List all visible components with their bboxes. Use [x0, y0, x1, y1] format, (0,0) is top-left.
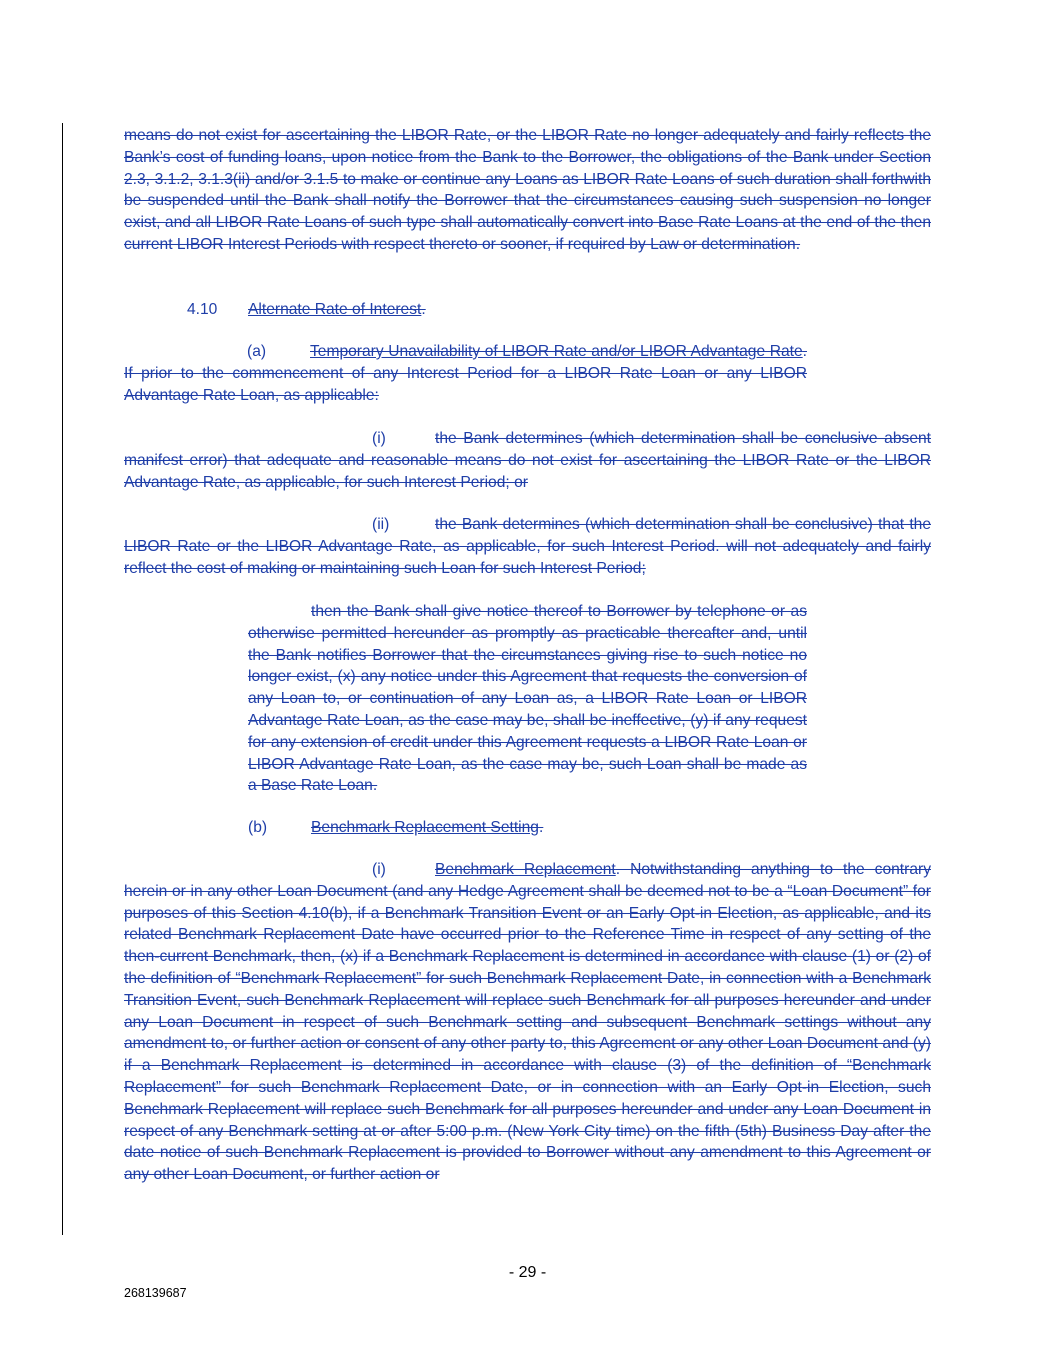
subsection-b-title-period: . — [538, 819, 544, 836]
section-title: Alternate Rate of Interest — [248, 301, 422, 318]
clause-b-i-paragraph — [124, 859, 931, 1186]
revision-change-bar — [62, 123, 63, 1235]
section-4-10-heading — [187, 299, 426, 321]
subsection-a-title: Temporary Unavailability of LIBOR Rate and/or LIBOR Advantage Rate — [310, 343, 803, 360]
subsection-a-paragraph — [124, 341, 807, 406]
clause-ii-paragraph — [124, 514, 931, 579]
then-paragraph: then the Bank shall give notice thereof to Borrower by telephone or as otherwise permitted hereunder as promptly as practicable thereafter and, until the Bank notifies Borrower that the circumstances giving rise to such notice no longer exist, (x) any notice under this Agreement that requests the conversion of any Loan to, or continuation of any Loan as, a LIBOR Rate Loan or LIBOR Advantage Rate Loan, as the case may be, shall be ineffective, (y) if any request for any extension of credit under this Agreement requests a LIBOR Rate Loan or LIBOR Advantage Rate Loan, as the case may be, such Loan shall be made as a Base Rate Loan. — [248, 603, 807, 795]
clause-i-paragraph — [124, 428, 931, 493]
clause-b-i-title: Benchmark Replacement — [435, 861, 616, 878]
page-number: - 29 - — [508, 1264, 547, 1281]
clause-b-i-label: (i) — [372, 861, 386, 878]
subsection-b-heading — [248, 817, 543, 839]
clause-b-i-text: . Notwithstanding anything to the contrary herein or in any other Loan Document (and any Hedge Agreement shall be deemed not to be a “Loan Document” for purposes of this Section 4.10(b), if a Benchmark Transition Event or an Early Opt-in Election, as applicable, and its related Benchmark Replacement Date have occurred prior to the Reference Time in respect of any setting of the then-current Benchmark, then, (x) if a Benchmark Replacement is determined in accordance with clause (1) or (2) of the definition of “Benchmark Replacement” for such Benchmark Replacement Date, in connection with a Benchmark Transition Event, such Benchmark Replacement will replace such Benchmark for all purposes hereunder and under any Loan Document in respect of such Benchmark setting and subsequent Benchmark settings without any amendment to, or further action or consent of any other party to, this Agreement or any other Loan Document and (y) if a Benchmark Replacement is determined in accordance with clause (3) of the definition of “Benchmark Replacement” for such Benchmark Replacement Date, or in connection with an Early Opt-in Election, such Benchmark Replacement will replace such Benchmark for all purposes hereunder and under any Loan Document in respect of any Benchmark setting at or after 5:00 p.m. (New York City time) on the fifth (5th) Business Day after the date notice of such Benchmark Replacement is provided to Borrower without any amendment to this Agreement or any other Loan Document, or further action or — [124, 861, 931, 1184]
subsection-a-text: . If prior to the commencement of any Interest Period for a LIBOR Rate Loan or any LIBOR Advantage Rate Loan, as applicable: — [124, 343, 807, 404]
clause-i-text: the Bank determines (which determination shall be conclusive absent manifest error) that adequate and reasonable means do not exist for ascertaining the LIBOR Rate or the LIBOR Advantage Rate, as applicable, for such Interest Period; or — [124, 430, 931, 491]
continuation-paragraph: means do not exist for ascertaining the LIBOR Rate, or the LIBOR Rate no longer adequately and fairly reflects the Bank’s cost of funding loans, upon notice from the Bank to the Borrower, the obligations of the Bank under Section 2.3, 3.1.2, 3.1.3(ii) and/or 3.1.5 to make or continue any Loans as LIBOR Rate Loans of such duration shall forthwith be suspended until the Bank shall notify the Borrower that the circumstances causing such suspension no longer exist, and all LIBOR Rate Loans of such type shall automatically convert into Base Rate Loans at the end of the then current LIBOR Interest Periods with respect thereto or sooner, if required by Law or determination. — [124, 127, 931, 253]
document-id: 268139687 — [124, 1286, 187, 1300]
subsection-a-label: (a) — [247, 343, 267, 360]
subsection-b-title: Benchmark Replacement Setting — [311, 819, 539, 836]
subsection-b-label: (b) — [248, 819, 268, 836]
clause-ii-label: (ii) — [372, 516, 390, 533]
section-number: 4.10 — [187, 301, 218, 318]
clause-ii-text: the Bank determines (which determination shall be conclusive) that the LIBOR Rate or the LIBOR Advantage Rate, as applicable, for such Interest Period. will not adequately and fairly reflect the cost of making or maintaining such Loan for such Interest Period; — [124, 516, 931, 577]
clause-i-label: (i) — [372, 430, 386, 447]
section-title-period: . — [421, 301, 426, 318]
